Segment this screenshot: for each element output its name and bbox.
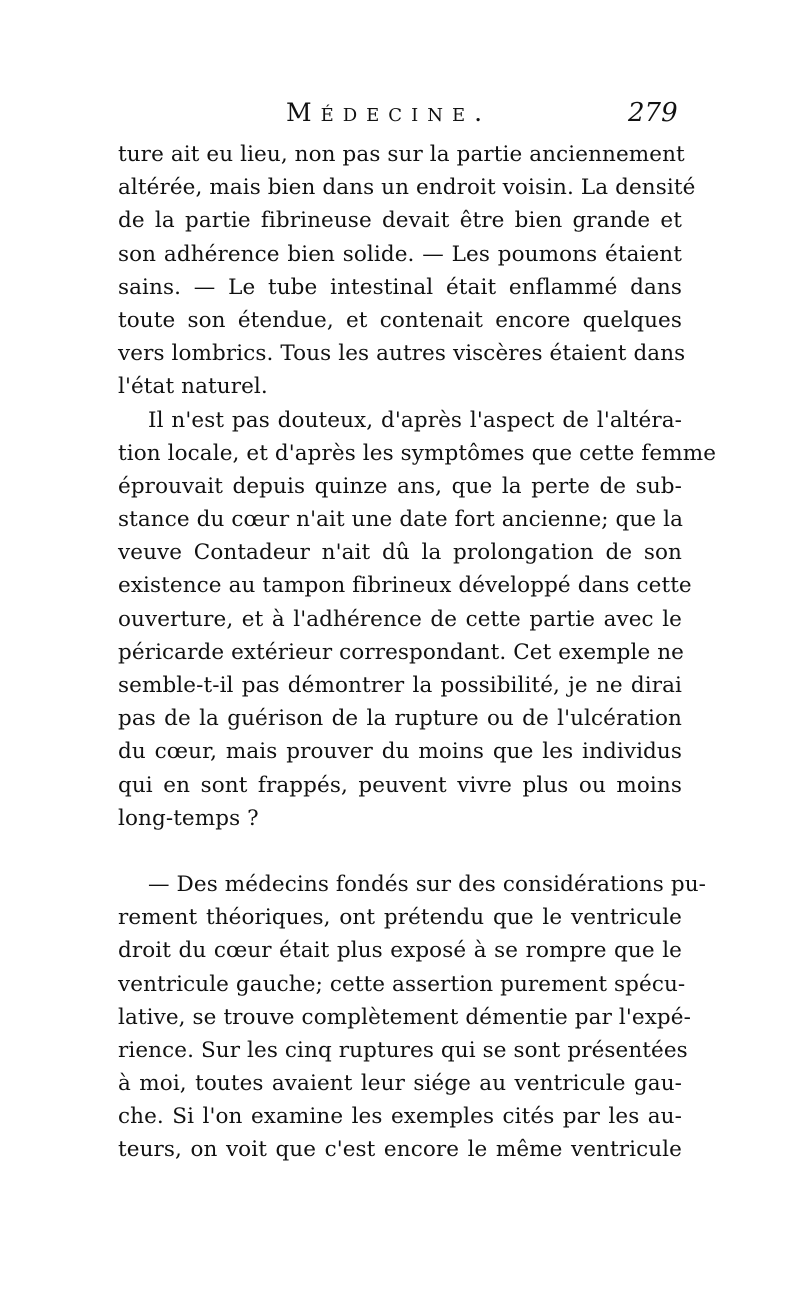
text-line: rience. Sur les cinq ruptures qui se sont présentées (118, 1037, 688, 1063)
body-text (118, 138, 717, 1167)
text-line: toute son étendue, et contenait encore quelques (118, 307, 682, 333)
text-line: vers lombrics. Tous les autres viscères étaient dans (118, 341, 686, 367)
text-line: semble-t-il pas démontrer la possibilité, je ne dirai (118, 673, 682, 698)
paragraph-3 (118, 868, 707, 1167)
text-line: long-temps ? (118, 805, 259, 831)
text-line: altérée, mais bien dans un endroit voisin. La densité (118, 175, 696, 201)
paragraph-spacer (118, 835, 682, 868)
paragraph-1 (118, 138, 696, 404)
text-line: de la partie fibrineuse devait être bien grande et (118, 208, 682, 234)
text-line: Il n'est pas douteux, d'après l'aspect de l'altéra- (148, 407, 682, 433)
running-head-title: Médecine. (286, 98, 492, 127)
text-line: sains. — Le tube intestinal était enflammé dans (118, 274, 682, 300)
text-line: l'état naturel. (118, 374, 268, 400)
text-line: lative, se trouve complètement démentie par l'expé- (118, 1004, 691, 1030)
text-line: péricarde extérieur correspondant. Cet exemple ne (118, 639, 685, 665)
paragraph-2 (118, 404, 717, 835)
text-line: ventricule gauche; cette assertion purement spécu- (118, 971, 686, 997)
text-line: à moi, toutes avaient leur siége au ventricule gau- (118, 1071, 682, 1097)
page-number: 279 (628, 98, 678, 128)
text-line: teurs, on voit que c'est encore le même ventricule (118, 1137, 682, 1163)
text-line: tion locale, et d'après les symptômes que cette femme (118, 440, 717, 466)
text-line: droit du cœur était plus exposé à se rompre que le (118, 938, 682, 964)
text-line: rement théoriques, ont prétendu que le ventricule (118, 905, 682, 931)
text-line: — Des médecins fondés sur des considérations pu- (148, 871, 707, 897)
text-line: son adhérence bien solide. — Les poumons étaient (118, 241, 682, 267)
text-line: du cœur, mais prouver du moins que les individus (118, 739, 682, 765)
text-line: éprouvait depuis quinze ans, que la perte de sub- (118, 473, 682, 499)
text-line: che. Si l'on examine les exemples cités par les au- (118, 1104, 682, 1130)
text-line: ture ait eu lieu, non pas sur la partie anciennement (118, 142, 685, 167)
text-line: pas de la guérison de la rupture ou de l'ulcération (118, 706, 682, 732)
text-line: qui en sont frappés, peuvent vivre plus ou moins (118, 772, 682, 798)
text-line: stance du cœur n'ait une date fort ancienne; que la (118, 507, 684, 533)
text-line: ouverture, et à l'adhérence de cette partie avec le (118, 606, 682, 632)
text-line: veuve Contadeur n'ait dû la prolongation de son (118, 540, 682, 566)
text-line: existence au tampon fibrineux développé dans cette (118, 573, 692, 599)
